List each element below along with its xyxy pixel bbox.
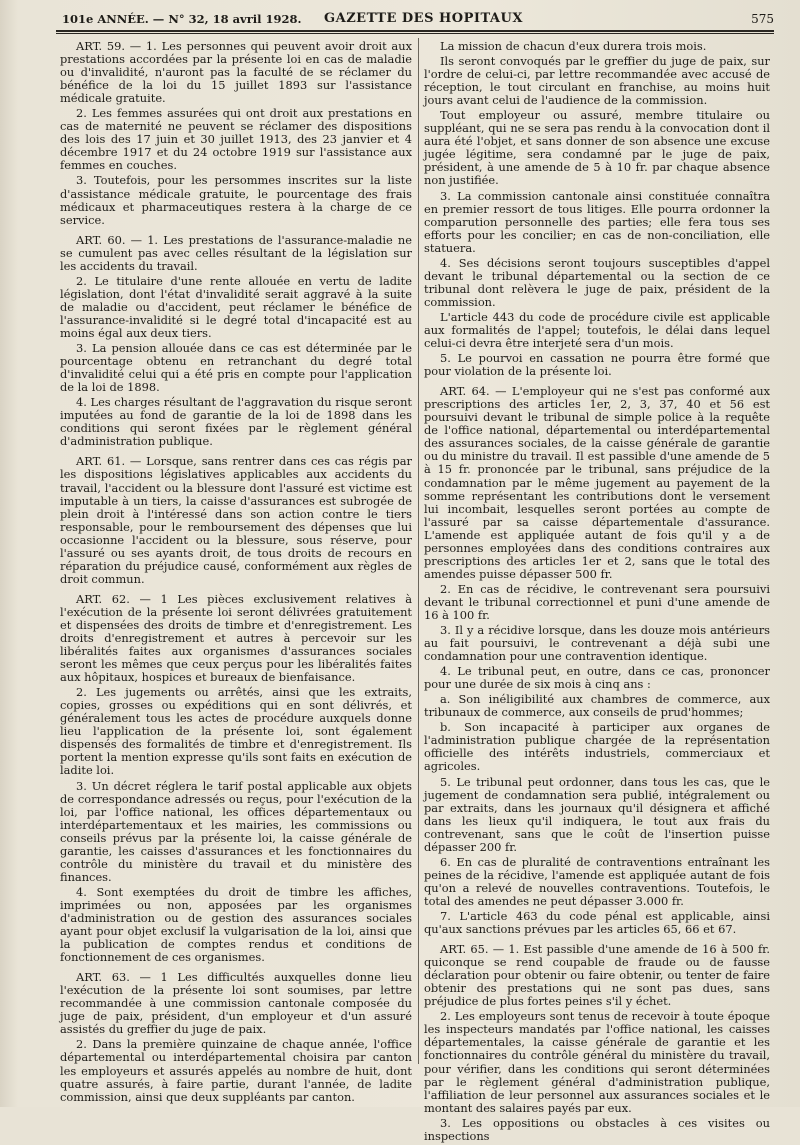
paragraph: Tout employeur ou assuré, membre titulaire ou suppléant, qui ne se sera pas rendu à la convocation dont il aura été l'objet, et sans donner de son absence une excuse jugée légitime, sera condamné par le juge de paix, président, à une amende de 5 à 10 fr. par chaque absence non justifiée. xyxy=(424,108,770,188)
paragraph: 2. Les jugements ou arrêtés, ainsi que les extraits, copies, grosses ou expéditions qui en sont délivrés, et généralement tous les actes de procédure auxquels donne lieu l'application de la présente loi, sont également dispensés des formalités de timbre et d'enregistrement. Ils portent la mention expresse qu'ils sont faits en exécution de ladite loi. xyxy=(60,685,412,778)
paragraph: 5. Le tribunal peut ordonner, dans tous les cas, que le jugement de condamnation sera publié, intégralement ou par extraits, dans les journaux qu'il désignera et affiché dans les lieux qu'il indiquera, le tout aux frais du contrevenant, sans que le coût de l'insertion puisse dépasser 200 fr. xyxy=(424,774,770,854)
paragraph: 4. Le tribunal peut, en outre, dans ce cas, prononcer pour une durée de six mois à cinq ans : xyxy=(424,664,770,692)
paragraph: L'article 443 du code de procédure civile est applicable aux formalités de l'appel; toutefois, le délai dans lequel celui-ci devra être interjeté sera d'un mois. xyxy=(424,309,770,351)
paragraph: 2. Les employeurs sont tenus de recevoir à toute époque les inspecteurs mandatés par l'office national, les caisses départementales, la caisse générale de garantie et les fonctionnaires du contrôle général du ministère du travail, pour vérifier, dans les conditions qui seront déterminées par le règlement général d'administration publique, l'affiliation de leur personnel aux assurances sociales et le montant des salaires payés par eux. xyxy=(424,1009,770,1115)
paragraph: 4. Les charges résultant de l'aggravation du risque seront imputées au fond de garantie de la loi de 1898 dans les conditions qui seront fixées par le règlement général d'administration publique. xyxy=(60,395,412,449)
paragraph: 6. En cas de pluralité de contraventions entraînant les peines de la récidive, l'amende est appliquée autant de fois qu'on a relevé de nouvelles contraventions. Toutefois, le total des amendes ne peut dépasser 3.000 fr. xyxy=(424,854,770,908)
column-divider xyxy=(418,38,419,1064)
article-paragraph: ART. 61. — Lorsque, sans rentrer dans ces cas régis par les dispositions législatives applicables aux accidents du travail, l'accident ou la blessure dont l'assuré est victime est imputable à un tiers, la caisse d'assurances est subrogée de plein droit à l'intéressé dans son action contre le tiers responsable, pour le remboursement des dépenses que lui occasionne l'accident ou la blessure, sous réserve, pour l'assuré ou ses ayants droit, de tous droits de recours en réparation du préjudice causé, conformément aux règles de droit commun. xyxy=(60,454,412,586)
article-paragraph: ART. 63. — 1 Les difficultés auxquelles donne lieu l'exécution de la présente loi sont soumises, par lettre recommandée à une commission cantonale composée du juge de paix, président, d'un employeur et d'un assuré assistés du greffier du juge de paix. xyxy=(60,970,412,1037)
list-item: b. Son incapacité à participer aux organes de l'administration publique chargée de la représentation officielle des intérêts industriels, commerciaux et agricoles. xyxy=(424,720,770,774)
paragraph: 3. Les oppositions ou obstacles à ces visites ou inspections xyxy=(424,1115,770,1143)
paragraph: 2. Les femmes assurées qui ont droit aux prestations en cas de maternité ne peuvent se réclamer des dispositions des lois des 17 juin et 30 juillet 1913, des 23 janvier et 4 décembre 1917 et du 24 octobre 1919 sur l'assistance aux femmes en couches. xyxy=(60,106,412,173)
paragraph: 3. La pension allouée dans ce cas est déterminée par le pourcentage obtenu en retranchant du degré total d'invalidité celui qui a été pris en compte pour l'application de la loi de 1898. xyxy=(60,341,412,395)
page-number: 575 xyxy=(751,12,774,26)
paragraph: 2. Dans la première quinzaine de chaque année, l'office départemental ou interdépartemental choisira par canton les employeurs et assurés appelés au nombre de huit, dont quatre assurés, à faire partie, durant l'année, de ladite commission, ainsi que deux suppléants par canton. xyxy=(60,1037,412,1104)
page-header xyxy=(62,8,774,30)
paragraph: ART. 59. — 1. Les personnes qui peuvent avoir droit aux prestations accordées par la présente loi en cas de maladie ou d'invalidité, n'auront pas la faculté de se réclamer du bénéfice de la loi du 15 juillet 1893 sur l'assistance médicale gratuite. xyxy=(60,39,412,106)
paragraph: Ils seront convoqués par le greffier du juge de paix, sur l'ordre de celui-ci, par lettre recommandée avec accusé de réception, le tout circulant en franchise, au moins huit jours avant celui de l'audience de la commission. xyxy=(424,54,770,108)
list-item: a. Son inéligibilité aux chambres de commerce, aux tribunaux de commerce, aux conseils de prud'hommes; xyxy=(424,692,770,720)
article-paragraph: ART. 62. — 1 Les pièces exclusivement relatives à l'exécution de la présente loi seront délivrées gratuitement et dispensées des droits de timbre et d'enregistrement. Les droits d'enregistrement et autres à percevoir sur les libéralités faites aux organismes d'assurances sociales seront les mêmes que ceux perçus pour les libéralités faites aux hôpitaux, hospices et bureaux de bienfaisance. xyxy=(60,591,412,685)
paragraph: 3. Il y a récidive lorsque, dans les douze mois antérieurs au fait poursuivi, le contrevenant a déjà subi une condamnation pour une contravention identique. xyxy=(424,623,770,664)
article-paragraph: ART. 65. — 1. Est passible d'une amende de 16 à 500 fr. quiconque se rend coupable de fraude ou de fausse déclaration pour obtenir ou faire obtenir, ou tenter de faire obtenir des prestations qui ne sont pas dues, sans préjudice de plus fortes peines s'il y échet. xyxy=(424,942,770,1009)
article-paragraph: ART. 64. — L'employeur qui ne s'est pas conformé aux prescriptions des articles 1er, 2, 3, 37, 40 et 56 est poursuivi devant le tribunal de simple police à la requête de l'office national, départemental ou interdépartemental des assurances sociales, de la caisse générale de garantie ou du ministre du travail. Il est passible d'une amende de 5 à 15 fr. prononcée par le tribunal, sans préjudice de la condamnation par le même jugement au payement de la somme représentant les contributions dont le versement lui incombait, lesquelles seront portées au compte de l'assuré par sa caisse départementale d'assurance. L'amende est appliquée autant de fois qu'il y a de personnes employées dans des conditions contraires aux prescriptions des articles 1er et 2, sans que le total des amendes puisse dépasser 500 fr. xyxy=(424,384,770,581)
paragraph: 5. Le pourvoi en cassation ne pourra être formé que pour violation de la présente loi. xyxy=(424,351,770,379)
paragraph: 4. Sont exemptées du droit de timbre les affiches, imprimées ou non, apposées par les organismes d'administration ou de gestion des assurances sociales ayant pour objet exclusif la vulgarisation de la loi, ainsi que la publication de comptes rendus et conditions de fonctionnement de ces organismes. xyxy=(60,884,412,965)
paragraph: 7. L'article 463 du code pénal est applicable, ainsi qu'aux sanctions prévues par les articles 65, 66 et 67. xyxy=(424,909,770,937)
paragraph: La mission de chacun d'eux durera trois mois. xyxy=(440,39,707,53)
header-rule xyxy=(56,30,774,34)
left-column xyxy=(60,40,412,1106)
paragraph: 2. Le titulaire d'une rente allouée en vertu de ladite législation, dont l'état d'invalidité serait aggravé à la suite de maladie ou d'accident, peut réclamer le bénéfice de l'assurance-invalidité si le degré total d'incapacité est au moins égal aux deux tiers. xyxy=(60,273,412,340)
paragraph: 4. Ses décisions seront toujours susceptibles d'appel devant le tribunal départemental ou la section de ce tribunal dont relèvera le juge de paix, président de la commission. xyxy=(424,255,770,309)
journal-title: GAZETTE DES HOPITAUX xyxy=(324,11,523,26)
paragraph: 3. La commission cantonale ainsi constituée connaîtra en premier ressort de tous litiges. Elle pourra ordonner la comparution personnelle des parties; elle fera tous ses efforts pour les concilier; en cas de non-conciliation, elle statuera. xyxy=(424,188,770,255)
paragraph: 3. Toutefois, pour les persommes inscrites sur la liste d'assistance médicale gratuite, le pourcentage des frais médicaux et pharmaceutiques restera à la charge de ce service. xyxy=(60,173,412,227)
paragraph: 2. En cas de récidive, le contrevenant sera poursuivi devant le tribunal correctionnel et puni d'une amende de 16 à 100 fr. xyxy=(424,581,770,622)
paragraph: 3. Un décret réglera le tarif postal applicable aux objets de correspondance adressés ou reçus, pour l'exécution de la loi, par l'office national, les offices départementaux ou interdépartementaux et les mairies, les commissions ou conseils prévus par la présente loi, la caisse générale de garantie, les caisses d'assurances et les fonctionnaires du contrôle du ministère du travail et du ministère des finances. xyxy=(60,778,412,884)
right-column xyxy=(424,40,770,1145)
article-paragraph: ART. 60. — 1. Les prestations de l'assurance-maladie ne se cumulent pas avec celles résultant de la législation sur les accidents du travail. xyxy=(60,232,412,273)
issue-info: 101e ANNÉE. — N° 32, 18 avril 1928. xyxy=(62,12,302,26)
